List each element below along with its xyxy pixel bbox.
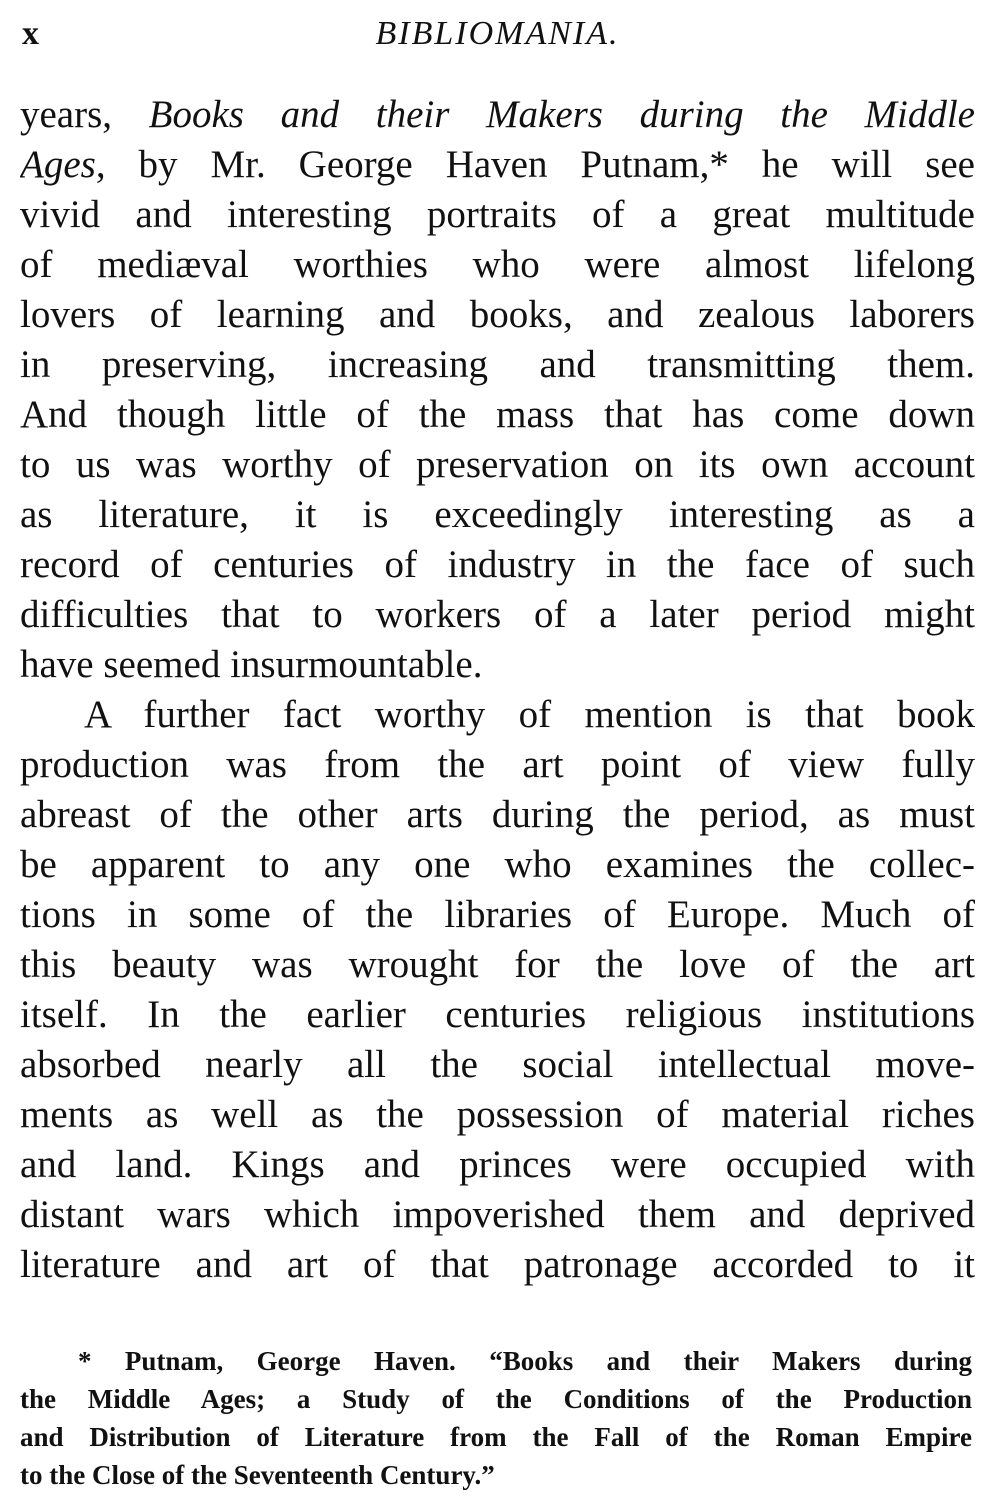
text-line: in preserving, increasing and transmitting them. (20, 343, 975, 386)
footnote-line: the Middle Ages; a Study of the Conditions of the Production (20, 1384, 972, 1414)
text-line: record of centuries of industry in the face of such (20, 543, 975, 586)
footnote-line: * Putnam, George Haven. “Books and their Makers during (78, 1346, 972, 1376)
text-line: have seemed insurmountable. (20, 643, 483, 686)
text-line: vivid and interesting portraits of a great multitude (20, 193, 975, 236)
running-title: BIBLIOMANIA. (375, 15, 620, 52)
page-number: x (22, 15, 39, 52)
text-line: difficulties that to workers of a later period might (20, 593, 975, 636)
book-title-italic: Books and their Makers during the Middle (148, 93, 975, 136)
body-text (20, 90, 975, 1290)
text-line (20, 90, 975, 140)
text-run: years, (20, 93, 149, 136)
text-line: as literature, it is exceedingly interesting as a (20, 493, 975, 536)
text-line: be apparent to any one who examines the collec- (20, 843, 975, 886)
text-line: of mediæval worthies who were almost lifelong (20, 243, 975, 286)
text-line: ments as well as the possession of material riches (20, 1093, 975, 1136)
text-line: this beauty was wrought for the love of the art (20, 943, 975, 986)
text-line: production was from the art point of view fully (20, 743, 975, 786)
text-line: literature and art of that patronage accorded to it (20, 1243, 975, 1286)
text-line: itself. In the earlier centuries religious institutions (20, 993, 975, 1036)
page-header (20, 12, 975, 62)
text-line: lovers of learning and books, and zealous laborers (20, 293, 975, 336)
footnote-line: and Distribution of Literature from the Fall of the Roman Empire (20, 1422, 972, 1452)
text-line: and land. Kings and princes were occupied with (20, 1143, 975, 1186)
footnote-line: to the Close of the Seventeenth Century.” (20, 1460, 495, 1490)
footnote (20, 1342, 972, 1494)
text-line: A further fact worthy of mention is that book (84, 693, 975, 736)
text-run: , by Mr. George Haven Putnam,* he will see (95, 143, 975, 186)
text-line: distant wars which impoverished them and deprived (20, 1193, 975, 1236)
text-line: And though little of the mass that has come down (20, 393, 975, 436)
text-line: to us was worthy of preservation on its own account (20, 443, 975, 486)
book-title-italic: Ages (20, 143, 96, 186)
text-line: absorbed nearly all the social intellectual move- (20, 1043, 975, 1086)
book-page (20, 12, 975, 1490)
text-line (20, 140, 975, 190)
text-line: tions in some of the libraries of Europe. Much of (20, 893, 975, 936)
text-line: abreast of the other arts during the period, as must (20, 793, 975, 836)
